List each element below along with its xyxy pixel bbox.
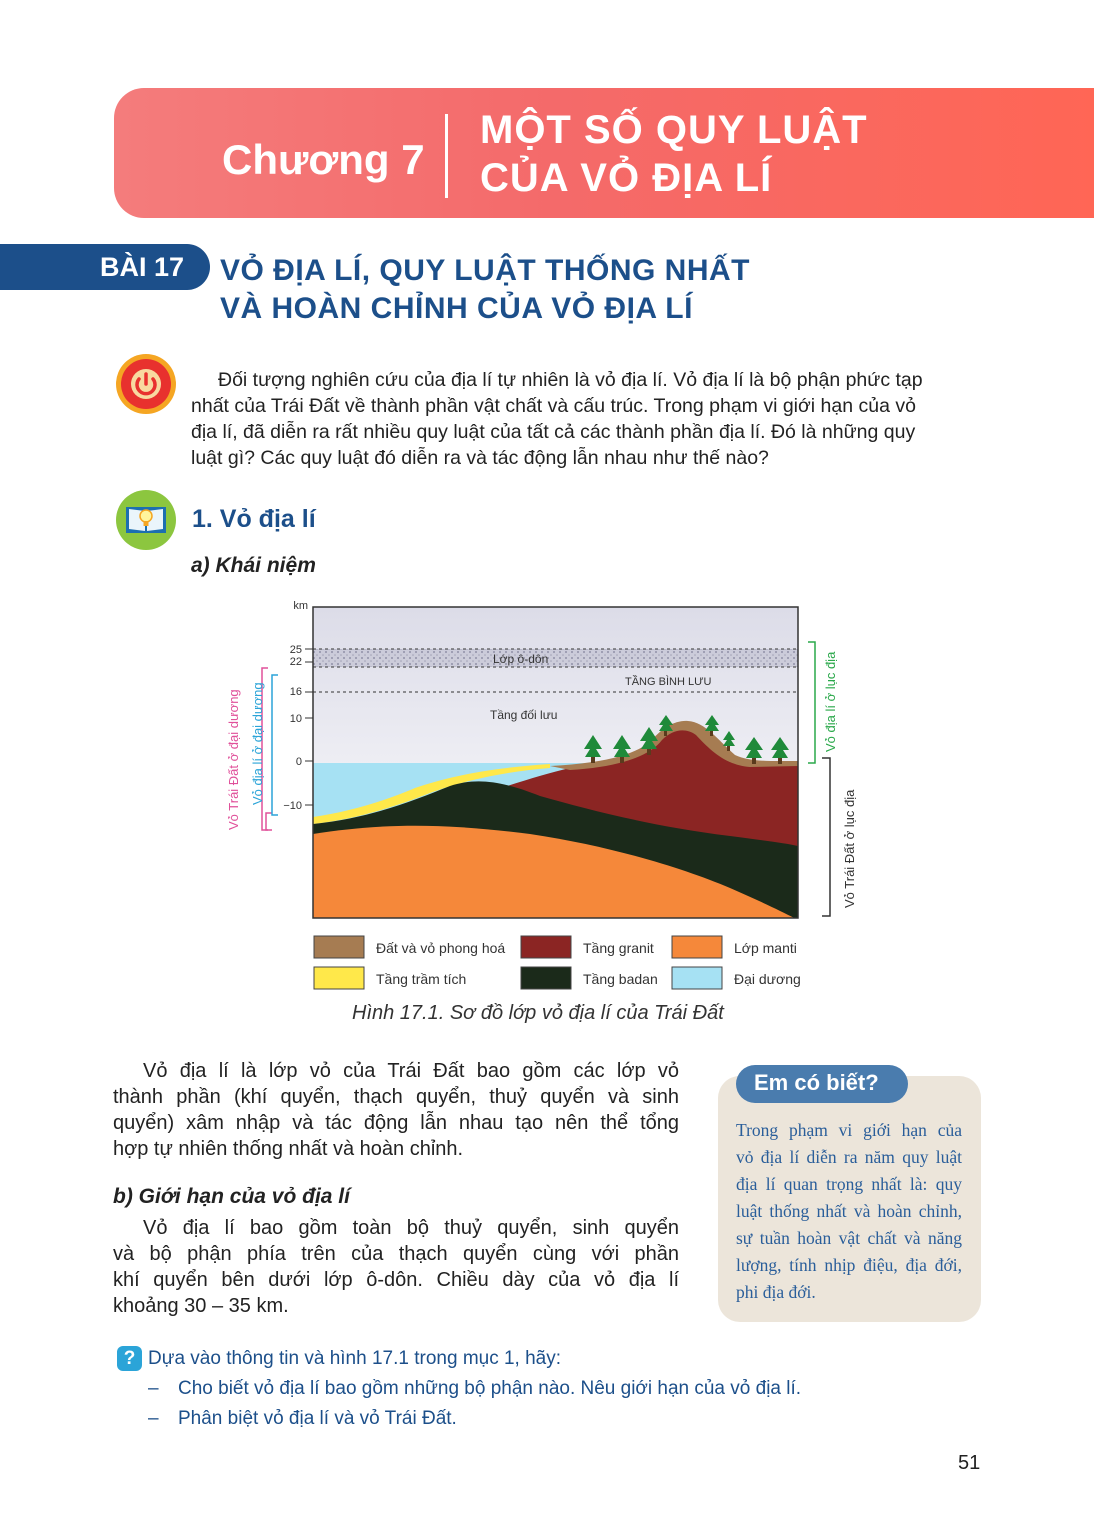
ozone-label: Lớp ô-dôn xyxy=(493,652,549,666)
question-icon: ? xyxy=(117,1346,142,1371)
body-line: quyển) xâm nhập và tác động lẫn nhau tạo nên thể tổng xyxy=(113,1112,679,1134)
legend-label: Đất và vỏ phong hoá xyxy=(376,940,506,956)
figure-caption: Hình 17.1. Sơ đồ lớp vỏ địa lí của Trái Đất xyxy=(352,1002,724,1024)
legend-label: Tầng badan xyxy=(583,971,658,987)
legend-swatch xyxy=(314,936,364,958)
axis-tick: 10 xyxy=(289,713,302,725)
open-book-bulb-icon xyxy=(115,489,177,551)
axis-tick: 0 xyxy=(295,756,302,768)
did-you-know-line: phi địa đới. xyxy=(736,1282,816,1302)
geographic-envelope-diagram xyxy=(210,590,890,994)
body-line: thành phần (khí quyển, thạch quyển, thuỷ quyển và sinh xyxy=(113,1086,679,1108)
did-you-know-line: lượng, tính nhịp điệu, địa đới, xyxy=(736,1255,962,1275)
section-title: 1. Vỏ địa lí xyxy=(192,505,316,533)
continent-envelope-label: Vỏ địa lí ở lục địa xyxy=(823,651,838,752)
did-you-know-line: địa lí quan trọng nhất là: quy xyxy=(736,1174,962,1194)
body-line: hợp tự nhiên thống nhất và hoàn chỉnh. xyxy=(113,1138,464,1160)
intro-line: nhất của Trái Đất về thành phần vật chất và cấu trúc. Trong phạm vi giới hạn của vỏ xyxy=(191,395,916,417)
legend-swatch xyxy=(672,967,722,989)
question-item: Cho biết vỏ địa lí bao gồm những bộ phận nào. Nêu giới hạn của vỏ địa lí. xyxy=(178,1378,802,1399)
legend-swatch xyxy=(521,936,571,958)
body-line: và bộ phận phía trên của thạch quyển cùng với phần xyxy=(113,1243,679,1265)
body-line: Vỏ địa lí là lớp vỏ của Trái Đất bao gồm các lớp vỏ xyxy=(143,1060,679,1082)
body-line: Vỏ địa lí bao gồm toàn bộ thuỷ quyển, sinh quyển xyxy=(143,1217,679,1239)
continent-envelope-bracket xyxy=(808,642,815,763)
subheading-b: b) Giới hạn của vỏ địa lí xyxy=(113,1185,350,1208)
stratosphere-label: TẦNG BÌNH LƯU xyxy=(625,676,712,688)
body-line: khoảng 30 – 35 km. xyxy=(113,1295,289,1317)
ocean-envelope-label: Vỏ địa lí ở đại dương xyxy=(250,682,265,805)
ocean-envelope-bracket xyxy=(272,675,278,815)
lesson-title-line-2: VÀ HOÀN CHỈNH CỦA VỎ ĐỊA LÍ xyxy=(220,292,693,325)
question-item: Phân biệt vỏ địa lí và vỏ Trái Đất. xyxy=(178,1408,457,1429)
did-you-know-line: sự tuần hoàn vật chất và năng xyxy=(736,1228,962,1248)
intro-line: địa lí, đã diễn ra rất nhiều quy luật của tất cả các thành phần địa lí. Đó là những quy xyxy=(191,421,916,443)
continent-crust-label: Vỏ Trái Đất ở lục địa xyxy=(842,789,857,908)
subheading-a: a) Khái niệm xyxy=(191,554,316,577)
did-you-know-line: vỏ địa lí diễn ra năm quy luật xyxy=(736,1147,962,1167)
axis-unit: km xyxy=(293,600,308,612)
did-you-know-title: Em có biết? xyxy=(754,1070,879,1095)
axis-tick: 22 xyxy=(289,656,302,668)
intro-line: Đối tượng nghiên cứu của địa lí tự nhiên là vỏ địa lí. Vỏ địa lí là bộ phận phức tạp xyxy=(218,369,923,391)
legend-label: Lớp manti xyxy=(734,940,797,956)
axis-tick: 25 xyxy=(289,644,302,656)
question-prompt: Dựa vào thông tin và hình 17.1 trong mục 1, hãy: xyxy=(148,1348,562,1369)
lesson-title-line-1: VỎ ĐỊA LÍ, QUY LUẬT THỐNG NHẤT xyxy=(220,254,750,287)
axis-tick: 16 xyxy=(289,686,302,698)
legend-swatch xyxy=(521,967,571,989)
legend-swatch xyxy=(314,967,364,989)
page-number: 51 xyxy=(958,1452,981,1474)
chapter-title-line-1: MỘT SỐ QUY LUẬT xyxy=(480,108,868,152)
troposphere-label: Tầng đối lưu xyxy=(490,708,558,722)
did-you-know-line: Trong phạm vi giới hạn của xyxy=(736,1120,962,1140)
question-dash: – xyxy=(148,1378,159,1399)
legend-label: Tầng granit xyxy=(583,940,654,956)
ozone-band xyxy=(313,649,798,667)
legend-swatch xyxy=(672,936,722,958)
chapter-label: Chương 7 xyxy=(222,136,425,183)
ocean-crust-label: Vỏ Trái Đất ở đại dương xyxy=(226,689,241,830)
power-start-icon xyxy=(115,353,177,415)
body-line: khí quyển bên dưới lớp ô-dôn. Chiều dày của vỏ địa lí xyxy=(113,1269,679,1291)
chapter-title-line-2: CỦA VỎ ĐỊA LÍ xyxy=(480,156,773,200)
axis-tick: −10 xyxy=(283,800,302,812)
continent-crust-bracket xyxy=(822,758,830,916)
did-you-know-line: luật thống nhất và hoàn chỉnh, xyxy=(736,1201,962,1221)
chapter-divider xyxy=(445,114,448,198)
question-dash: – xyxy=(148,1408,159,1429)
legend xyxy=(314,936,801,989)
intro-line: luật gì? Các quy luật đó diễn ra và tác động lẫn nhau như thế nào? xyxy=(191,447,769,469)
legend-label: Tầng trầm tích xyxy=(376,971,467,987)
lesson-badge-text: BÀI 17 xyxy=(100,252,185,282)
legend-label: Đại dương xyxy=(734,971,801,987)
